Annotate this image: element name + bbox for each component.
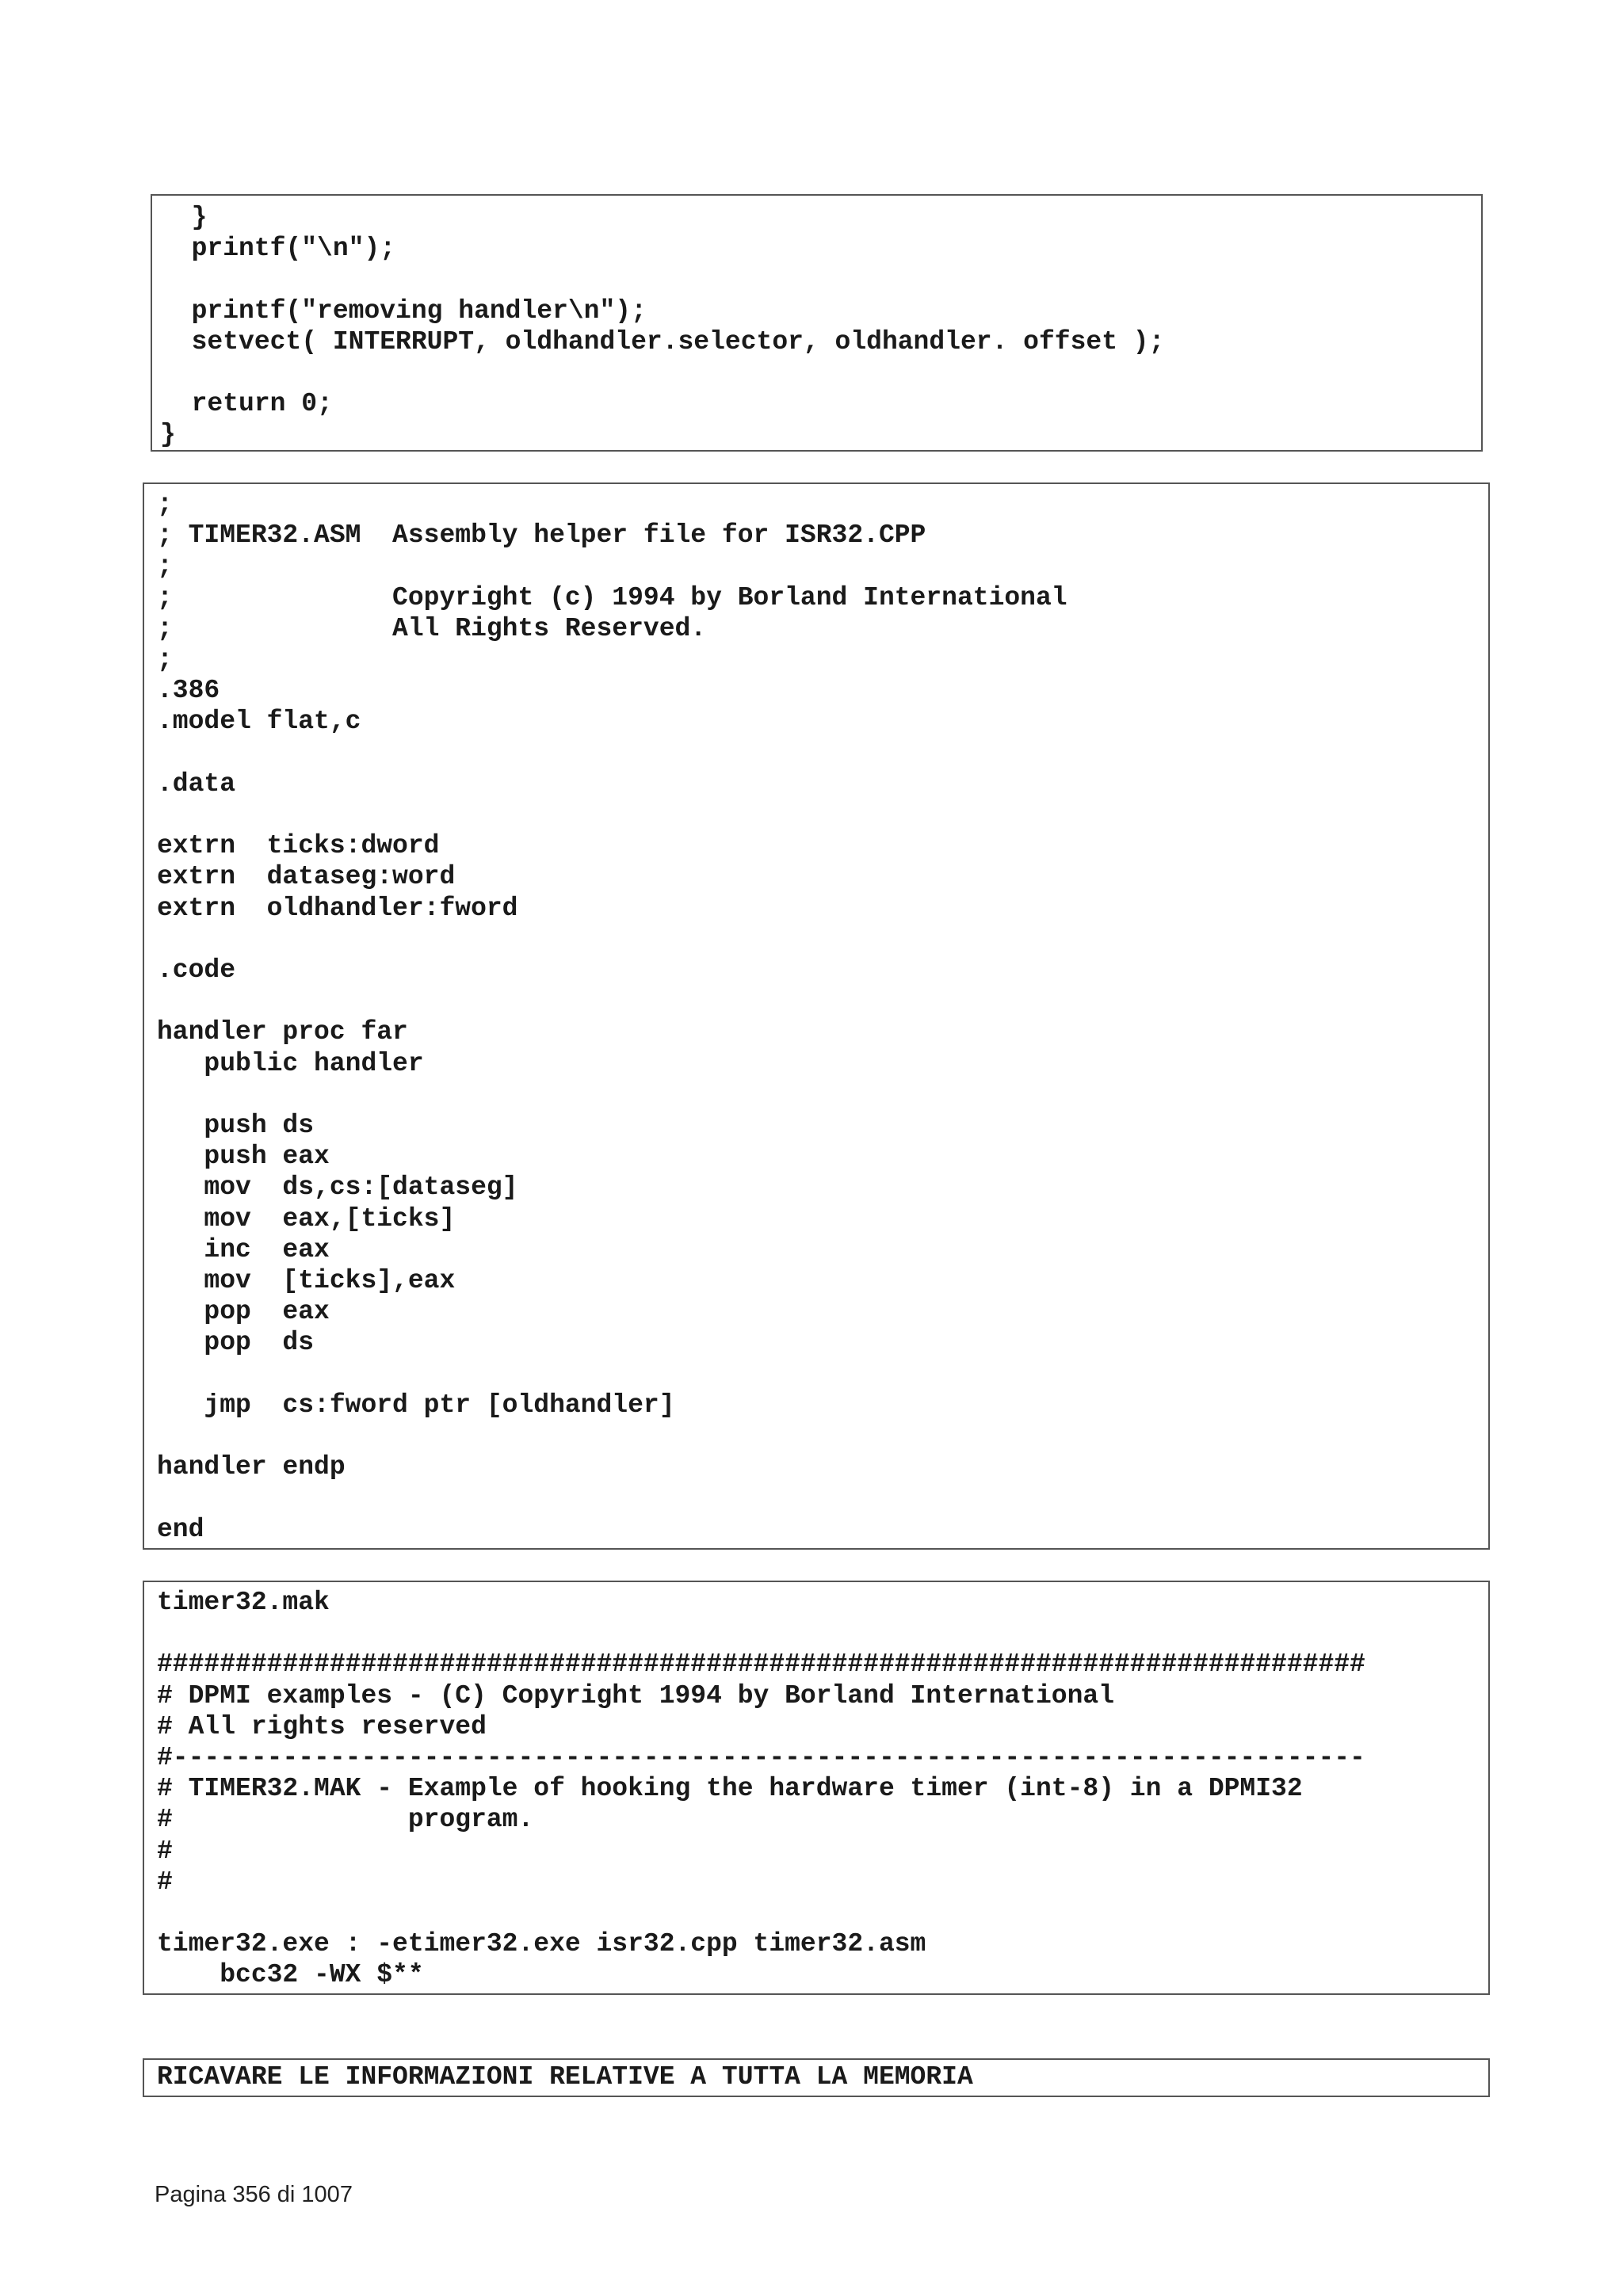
section-heading: RICAVARE LE INFORMAZIONI RELATIVE A TUTTA LA MEMORIA <box>157 2062 973 2092</box>
section-heading-box <box>143 2058 1490 2097</box>
code-block-isr32-tail <box>151 194 1483 452</box>
page-number: Pagina 356 di 1007 <box>155 2182 353 2207</box>
code-text: ; ; TIMER32.ASM Assembly helper file for ISR32.CPP ; ; Copyright (c) 1994 by Borland International ; All Rights Reserved. ; .386 .model flat,c .data extrn ticks:dword extrn dataseg:word extrn oldhandler:fword .code handler proc far public handler push ds push eax mov ds,cs:[dataseg] mov eax,[ticks] inc eax mov [ticks],eax pop eax pop ds jmp cs:fword ptr [oldhandler] handler endp end <box>157 490 1067 1544</box>
code-block-timer32-mak <box>143 1581 1490 1995</box>
code-block-timer32-asm <box>143 482 1490 1550</box>
code-text: } printf("\n"); printf("removing handler\n"); setvect( INTERRUPT, oldhandler.selector, oldhandler. offset ); return 0; } <box>160 203 1165 450</box>
code-text: timer32.mak ############################################################################# # DPMI examples - (C) Copyright 1994 by Borland International # All rights reserved #---------------------------------------------------------------------------- # TIMER32.MAK - Example of hooking the hardware timer (int-8) in a DPMI32 # program. # # timer32.exe : -etimer32.exe isr32.cpp timer32.asm bcc32 -WX $** <box>157 1588 1365 1990</box>
